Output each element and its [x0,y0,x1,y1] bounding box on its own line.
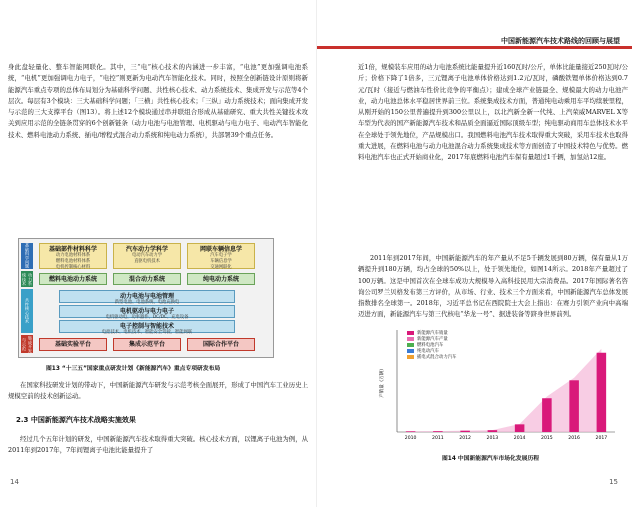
box-title: 基础部件材料科学 [48,246,97,253]
box-title: 燃料电池动力系统 [48,276,97,283]
powertrain-box [113,273,181,285]
platform-box [39,338,107,351]
box-line: 电机控制核心材料 [55,265,91,270]
running-head: 中国新能源汽车技术路线的回顾与展望 [501,37,620,45]
chart-bar [569,380,579,432]
box-title: 汽车动力学科学 [125,246,168,253]
chart-bar [515,424,525,432]
x-tick-label: 2015 [541,436,553,441]
chart-bar [597,353,607,432]
box-line: 电动汽车动力学 [131,253,163,258]
y-axis-label: 产销量（万辆） [380,366,385,398]
box-line: 电控技术、电机技术、智能安全驾驶、智能网联 [101,330,193,335]
page-number: 14 [10,478,19,486]
box-title: 动力电池与电池管理 [119,293,174,300]
market-chart [375,326,621,444]
bar-layer [406,353,606,432]
header-rule [317,46,632,49]
legend-label: 燃料电池汽车 [417,343,444,348]
box-line: 电机驱动电、功率器件、DC/DC、充电设备 [105,315,189,320]
legend-item [407,354,457,360]
right-page [316,0,632,507]
side-label: 共性核心技术 [21,289,33,333]
body-paragraph: 2011年到2017年间，中国新能源汽车的年产量从不足5千辆发展到80万辆，保有量从1万辆提升到180万辆，均占全球的50%以上，处于领先地位，如图14所示。2018年产量超过了100万辆。这是中国首次在全球车成功大规模导入高科技民用大宗消费品。2017年国际著名咨询公司罗兰贝格发布第三方评价，从市场、行业、技术三个方面来看，中国新能源汽车总体发展指数排名全球第一。2018年，习近平总书记在西院院士大会上指出：在赛力引领产业向中高端迈进方面，新能源汽车与第三代核电“华龙一号”、据进装备等跻身世界前列。 [358,254,628,319]
body-paragraph: 经过几个五年计划的研发，中国新能源汽车技术取得重大突破。核心技术方面，以锂离子电池为例，从2011年到2017年，7年间锂离子电池比能量提升了 [8,435,308,455]
box-line: 新型电池、电池系统、电池充换电 [114,300,180,305]
legend-label: 插电式混合动力汽车 [417,355,457,360]
box-title: 集成示范平台 [128,341,165,348]
x-tick-label: 2017 [595,436,608,441]
box-line: 交通网联化 [210,265,232,270]
tick-layer [405,435,608,441]
science-box [39,243,107,269]
powertrain-box [187,273,255,285]
box-line: 动力电池材料体系 [55,253,91,258]
rd-layout-figure [18,238,274,358]
body-paragraph: 近1倍，规模装车应用的动力电池系统比能量提升近160瓦时/公斤，单体比能量接近250瓦时/公斤；价格下降了1倍多，三元锂离子电池单体价格达到1.2元/瓦时，磷酸铁锂单体价格达到0.7元/瓦时（接近与燃油车性价比竞争的平衡点）；建成全球产业链最全、规模最大的动力电池产业，动力电池总体水平稳居世界前三位。系统集成技术方面，普通纯电动乘用车平均续驶里程，从刚开始的150公里普遍提升到300公里以上，以北汽新全新一代纯、上汽荣威MARVEL X等车型为代表的国产新能源汽车技术和品质全面逼近国际顶级车型；纯电驱动商用车总体技术水平在全球处于领先地位，产品规模出口。我国燃料电池汽车技术取得重大突破，采用车技术也取得重大进展，在燃料电池与动力电池混合动力系统集成技术等方面创造了中国技术特色与优势。燃料电池汽车也正式开始商业化，2017年底燃料电池汽车保有量超过1千辆，加氢站12座。 [358,63,628,162]
section-title: 2.3 中国新能源汽车技术战略实施效果 [16,416,136,424]
box-title: 国际合作平台 [202,341,239,348]
box-title: 电子控制与智能技术 [119,323,174,330]
x-tick-label: 2016 [568,436,580,441]
x-tick-label: 2013 [486,436,499,441]
x-tick-label: 2012 [459,436,471,441]
box-title: 电机驱动与电力电子 [119,308,174,315]
box-title: 网联车辆信息学 [199,246,242,253]
chart-bar [488,430,498,432]
chart-legend [407,330,457,360]
legend-label: 纯电动汽车 [417,349,439,354]
science-box [187,243,255,269]
box-line: 直驱电机技术 [134,259,160,264]
figure-caption: 图14 中国新能源汽车市场化发展历程 [442,456,540,462]
figure-caption: 图13 “十三五”国家重点研发计划《新能源汽车》重点专项研发布局 [46,366,221,372]
box-title: 纯电动力系统 [202,276,239,283]
side-label: 动力系统技术 [22,272,33,286]
x-tick-label: 2010 [404,436,417,441]
box-line: 燃料电池材料体系 [55,259,91,264]
body-paragraph: 在国家科技研发计划的带动下，中国新能源汽车研发与示范考核全面展开，形成了中国汽车工业历史上规模空前的技术创新运动。 [8,381,308,401]
box-title: 基础实验平台 [54,341,91,348]
platform-box [113,338,181,351]
science-box [113,243,181,269]
body-paragraph: 身此盘轻量化、整车智能网联化。其中，三“电”核心技术的内涵进一步丰富，“电池”更加强调电池系统，“电机”更加强调电力电子，“电控”则更新为电动汽车智能化技术。同时，按照全创新链设计原则将新能源汽车重点专项的总体布局划分为基础科学问题、共性核心技术、动力系统技术、集成开发与示范等4个层次。每层有3个模块：三大基础科学问题；「三横」共性核心技术；「三纵」动力系统技术；面向集成开发与示范的三大支撑平台（图13）。将上述12个模块通过串并联组合形成从基础研究、重大共性关键技术攻关到应用示范的全链条贯穿的6个创新链条（动力电池与电池管理、电机驱动与电力电子、电动汽车智能化技术、燃料电池动力系统、插电/增程式混合动力系统和纯电动力系统），共部署39个重点任务。 [8,63,308,139]
core-box [59,305,235,318]
box-title: 混合动力系统 [128,276,165,283]
box-line: 汽车电子学 [210,253,232,258]
x-tick-label: 2014 [513,436,526,441]
side-label: 基础科学问题 [21,243,33,269]
chart-bar [542,398,552,432]
core-box [59,320,235,333]
x-tick-label: 2011 [432,436,444,441]
chart-bar [433,431,443,432]
chart-bar [406,431,416,432]
chart-bar [460,431,470,432]
powertrain-box [39,273,107,285]
core-box [59,290,235,303]
page-number: 15 [609,478,618,486]
box-line: 车辆信息学 [210,259,232,264]
legend-label: 新能源汽车销量 [417,331,448,336]
platform-box [187,338,255,351]
side-label: 集成开发与示范 [22,335,33,353]
legend-label: 新能源汽车产量 [417,337,448,342]
